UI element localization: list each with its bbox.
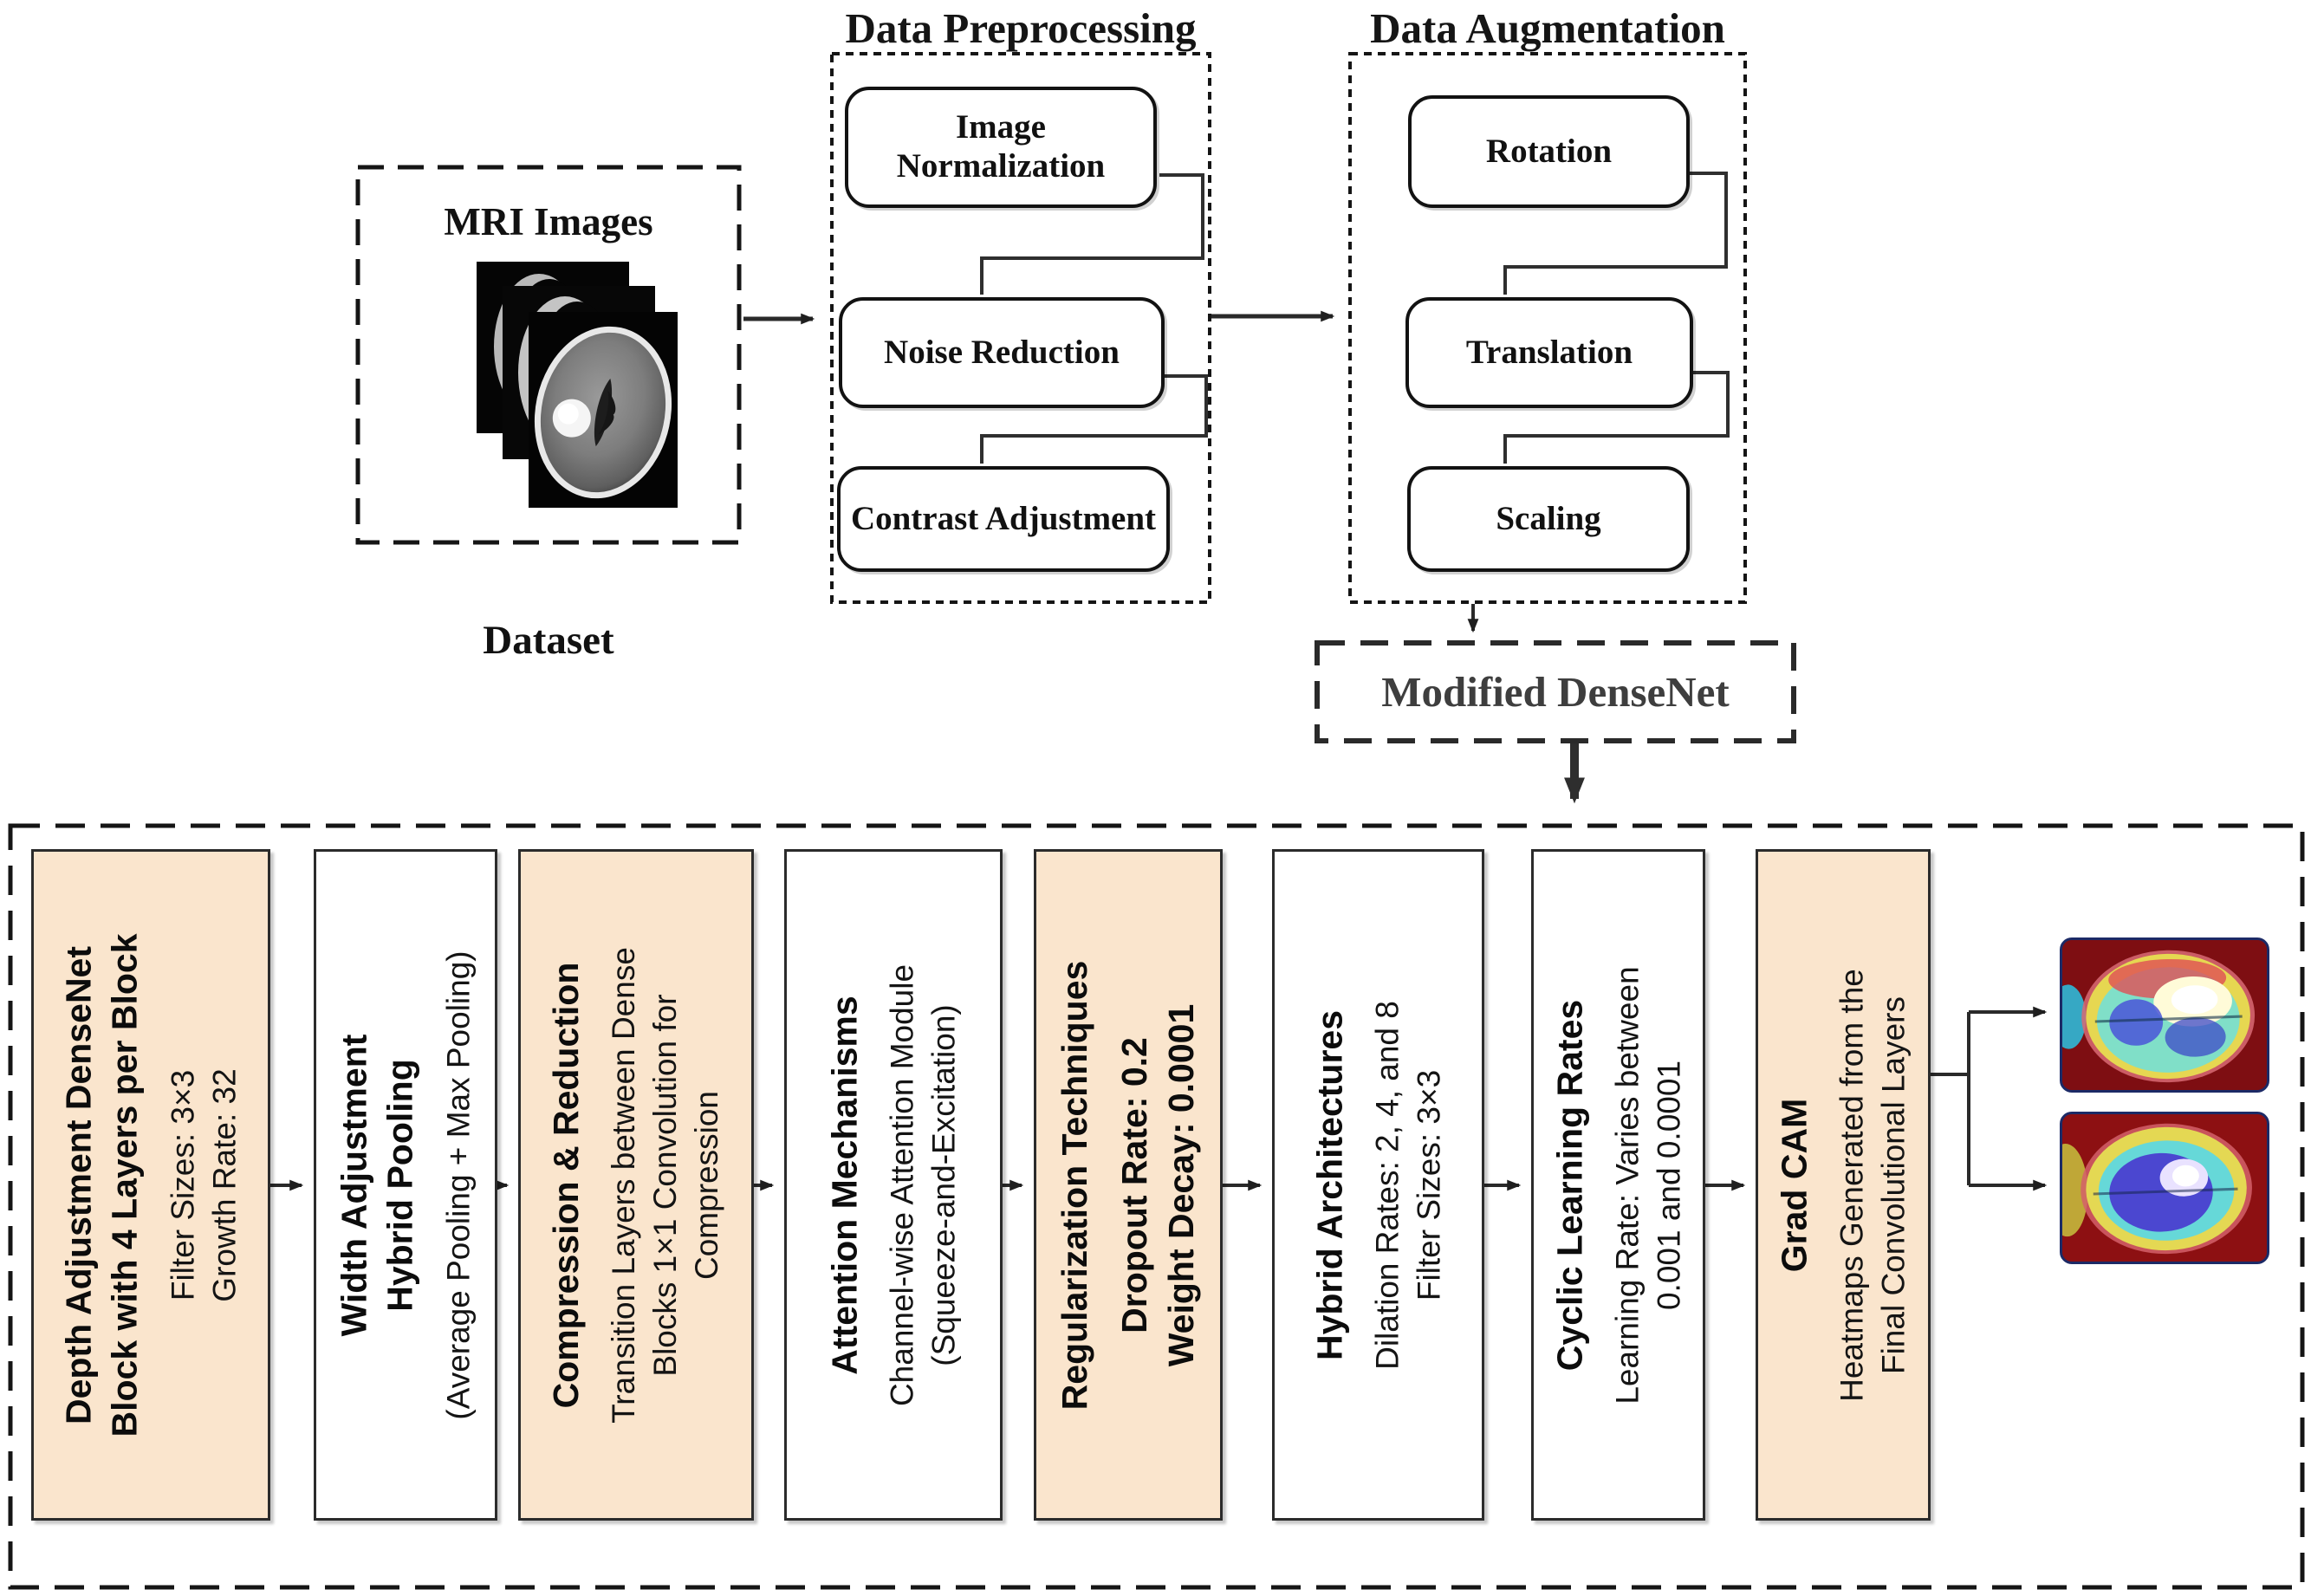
block-text — [1307, 860, 1450, 1511]
modified-densenet-label: Modified DenseNet — [1381, 668, 1730, 716]
heatmap-1-art — [2060, 937, 2269, 1093]
block-detail-line: Heatmaps Generated from the — [1834, 968, 1870, 1402]
block-text — [1547, 860, 1690, 1511]
mri-slices-art — [442, 260, 693, 537]
step-rotation: Rotation — [1408, 95, 1690, 208]
pipeline-block-compression-reduction — [518, 849, 754, 1521]
gradcam-heatmap-2 — [2060, 1112, 2269, 1264]
pipeline-block-depth-adjustment — [31, 849, 270, 1521]
block-detail-line: 0.001 and 0.0001 — [1651, 1060, 1687, 1310]
block-text — [543, 860, 729, 1511]
block-title-line: Hybrid Pooling — [380, 1058, 420, 1312]
block-text — [1052, 860, 1204, 1511]
pipeline-block-hybrid-architectures — [1272, 849, 1484, 1521]
block-title-line: Width Adjustment — [334, 1034, 374, 1336]
block-title-line: Attention Mechanisms — [824, 995, 865, 1375]
pipeline-block-attention-mechanisms — [784, 849, 1003, 1521]
block-detail-line: Learning Rate: Varies between — [1609, 965, 1646, 1405]
block-detail-line: Filter Sizes: 3×3 — [1411, 1069, 1447, 1301]
block-title-line: Regularization Techniques — [1055, 960, 1095, 1410]
gradcam-heatmap-1 — [2060, 937, 2269, 1093]
block-title-line: Compression & Reduction — [546, 962, 587, 1408]
step-translation: Translation — [1405, 297, 1693, 408]
step-image-normalization: Image Normalization — [845, 87, 1157, 208]
block-title-line: Block with 4 Layers per Block — [104, 932, 145, 1437]
block-detail-line: Filter Sizes: 3×3 — [165, 1069, 201, 1301]
block-title-line: Hybrid Architectures — [1308, 1009, 1349, 1360]
heatmap-2-art — [2060, 1112, 2269, 1264]
pipeline-block-regularization — [1034, 849, 1223, 1521]
pipeline-block-width-adjustment — [314, 849, 497, 1521]
block-title-line: Weight Decay: 0.0001 — [1160, 1003, 1201, 1366]
dataset-caption: Dataset — [483, 618, 614, 663]
block-detail-line: Dilation Rates: 2, 4, and 8 — [1369, 1000, 1405, 1370]
block-title-line: Grad CAM — [1774, 1098, 1814, 1272]
block-detail-line: Final Convolutional Layers — [1875, 996, 1912, 1374]
block-text — [821, 860, 964, 1511]
block-detail-line: Transition Layers between Dense — [606, 946, 642, 1424]
preprocessing-title: Data Preprocessing — [845, 4, 1197, 52]
block-text — [332, 860, 480, 1511]
block-detail-line: Channel-wise Attention Module — [884, 963, 920, 1406]
block-detail-line: (Average Pooling + Max Pooling) — [440, 950, 477, 1420]
block-detail-line: (Squeeze-and-Excitation) — [925, 1003, 962, 1366]
step-noise-reduction: Noise Reduction — [839, 297, 1165, 408]
augmentation-title: Data Augmentation — [1370, 4, 1725, 52]
block-title-line: Dropout Rate: 0.2 — [1114, 1036, 1155, 1333]
pipeline-block-grad-cam — [1756, 849, 1931, 1521]
block-title-line: Depth Adjustment DenseNet — [58, 945, 99, 1424]
block-text — [1771, 860, 1914, 1511]
step-scaling: Scaling — [1407, 466, 1690, 572]
block-detail-line: Growth Rate: 32 — [206, 1067, 243, 1302]
block-text — [56, 860, 246, 1511]
mri-image-stack — [442, 260, 693, 542]
step-contrast-adjustment: Contrast Adjustment — [837, 466, 1170, 572]
pipeline-block-cyclic-learning-rates — [1531, 849, 1705, 1521]
block-title-line: Cyclic Learning Rates — [1548, 999, 1589, 1371]
block-detail-line: Blocks 1×1 Convolution for — [647, 993, 684, 1377]
mri-images-label: MRI Images — [444, 200, 653, 243]
block-detail-line: Compression — [689, 1090, 725, 1280]
